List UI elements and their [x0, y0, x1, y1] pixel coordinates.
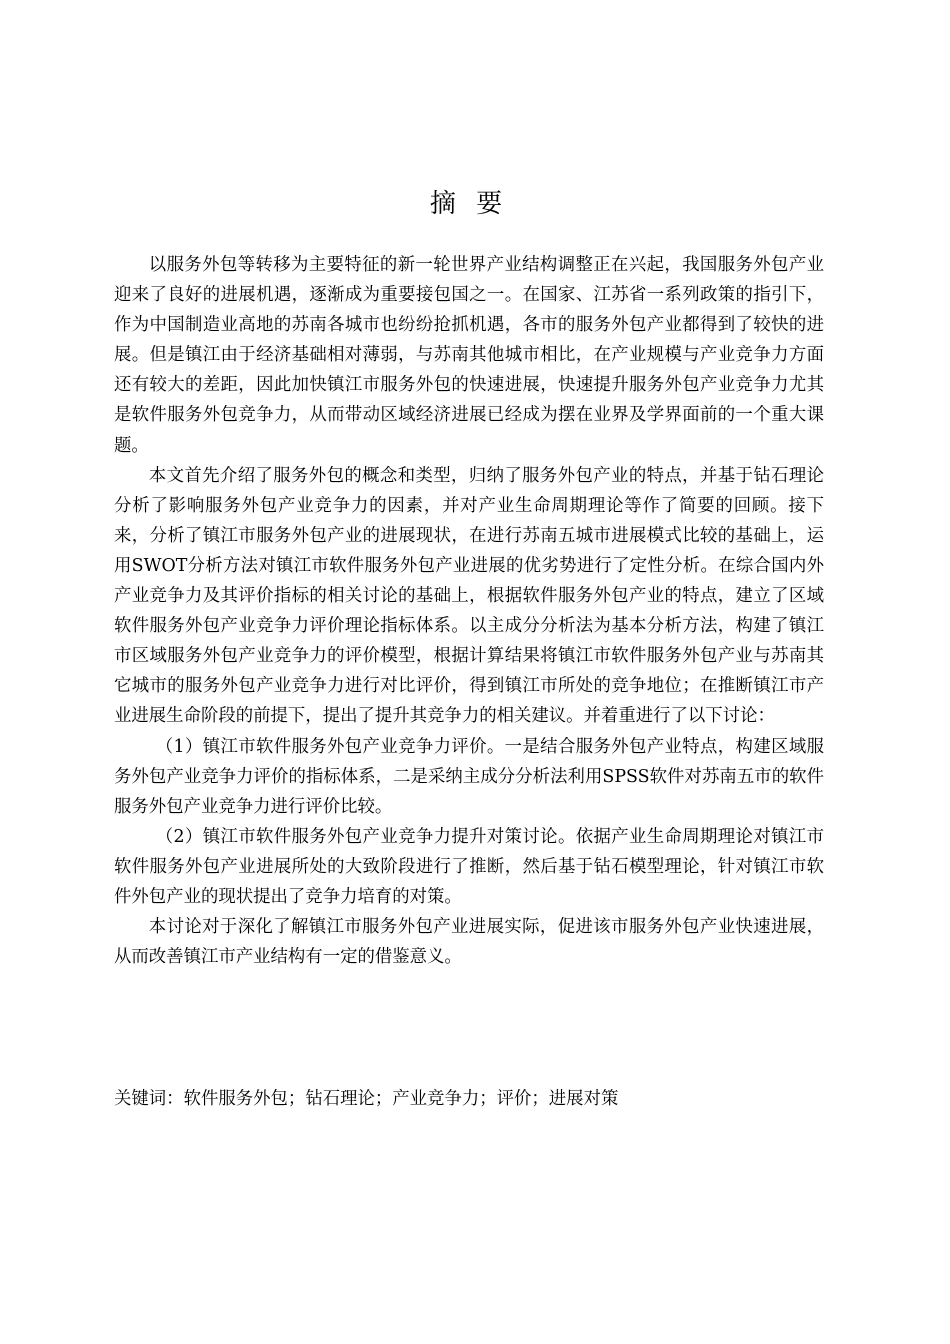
abstract-paragraph-3: （1）镇江市软件服务外包产业竞争力评价。一是结合服务外包产业特点，构建区域服务外包产业竞争力评价的指标体系，二是采纳主成分分析法利用SPSS软件对苏南五市的软件服务外包产业竞争力进行评价比较。 — [114, 736, 824, 817]
abstract-paragraph-4: （2）镇江市软件服务外包产业竞争力提升对策讨论。依据产业生命周期理论对镇江市软件服务外包产业进展所处的大致阶段进行了推断，然后基于钻石模型理论，针对镇江市软件外包产业的现状提出了竞争力培育的对策。 — [114, 826, 824, 907]
keywords-line — [114, 1084, 824, 1114]
document-page — [114, 0, 824, 1344]
page-title: 摘 要 — [429, 189, 509, 219]
keywords-value: 软件服务外包；钻石理论；产业竞争力；评价；进展对策 — [183, 1089, 619, 1109]
abstract-paragraph-5: 本讨论对于深化了解镇江市服务外包产业进展实际，促进该市服务外包产业快速进展，从而改善镇江市产业结构有一定的借鉴意义。 — [114, 917, 824, 968]
keywords-label: 关键词： — [114, 1089, 184, 1109]
abstract-body — [114, 250, 824, 972]
abstract-paragraph-1: 以服务外包等转移为主要特征的新一轮世界产业结构调整正在兴起，我国服务外包产业迎来了良好的进展机遇，逐渐成为重要接包国之一。在国家、江苏省一系列政策的指引下，作为中国制造业高地的苏南各城市也纷纷抢抓机遇，各市的服务外包产业都得到了较快的进展。但是镇江由于经济基础相对薄弱，与苏南其他城市相比，在产业规模与产业竞争力方面还有较大的差距，因此加快镇江市服务外包的快速进展，快速提升服务外包产业竞争力尤其是软件服务外包竞争力，从而带动区域经济进展已经成为摆在业界及学界面前的一个重大课题。 — [114, 255, 824, 456]
abstract-paragraph-2: 本文首先介绍了服务外包的概念和类型，归纳了服务外包产业的特点，并基于钻石理论分析了影响服务外包产业竞争力的因素，并对产业生命周期理论等作了简要的回顾。接下来，分析了镇江市服务外包产业的进展现状，在进行苏南五城市进展模式比较的基础上，运用SWOT分析方法对镇江市软件服务外包产业进展的优劣势进行了定性分析。在综合国内外产业竞争力及其评价指标的相关讨论的基础上，根据软件服务外包产业的特点，建立了区域软件服务外包产业竞争力评价理论指标体系。以主成分分析法为基本分析方法，构建了镇江市区域服务外包产业竞争力的评价模型，根据计算结果将镇江市软件服务外包产业与苏南其它城市的服务外包产业竞争力进行对比评价，得到镇江市所处的竞争地位；在推断镇江市产业进展生命阶段的前提下，提出了提升其竞争力的相关建议。并着重进行了以下讨论： — [114, 465, 824, 727]
